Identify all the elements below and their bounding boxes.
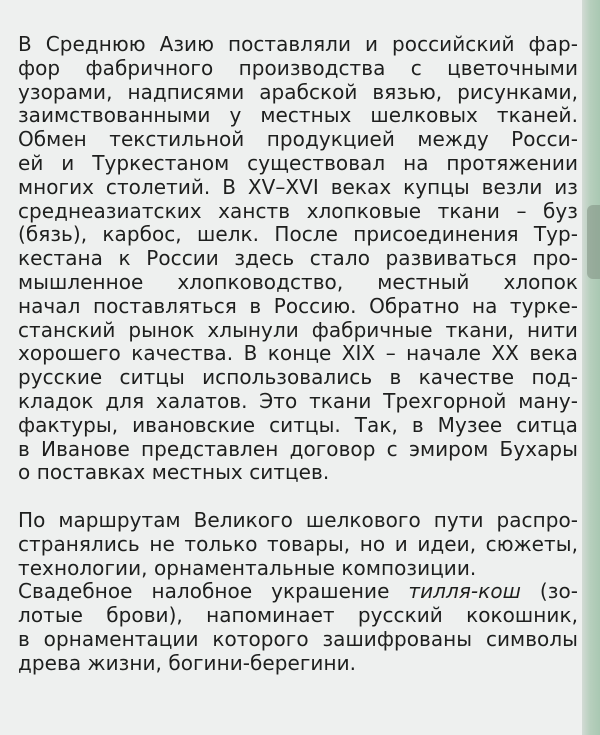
text-line: мышленное хлопководство, местный хлопок bbox=[18, 269, 578, 294]
text-line: в орнаментации которого зашифрованы символы bbox=[18, 626, 578, 651]
text-line-mixed bbox=[18, 580, 578, 604]
text-line: древа жизни, богини-берегини. bbox=[18, 650, 357, 675]
text-line: кладок для халатов. Это ткани Трехгорной ману- bbox=[18, 388, 578, 413]
text-line: хорошего качества. В конце XIX – начале XX века bbox=[18, 341, 578, 366]
text-line: фор фабричного производства с цветочными bbox=[18, 55, 578, 80]
page-edge-strip bbox=[582, 0, 600, 735]
text-line: в Иванове представлен договор с эмиром Бухары bbox=[18, 436, 578, 461]
text-line: ей и Туркестаном существовал на протяжении bbox=[18, 150, 578, 175]
text-line: В Среднюю Азию поставляли и российский фар- bbox=[18, 32, 578, 56]
page-edge-shadow bbox=[587, 205, 600, 279]
text-line: о поставках местных ситцев. bbox=[18, 460, 330, 485]
text-line: По маршрутам Великого шелкового пути распро- bbox=[18, 507, 578, 532]
body-text bbox=[18, 33, 578, 676]
paragraph-1 bbox=[18, 33, 578, 485]
text-line: фактуры, ивановские ситцы. Так, в Музее ситца bbox=[18, 412, 578, 437]
text-line: Обмен текстильной продукцией между Росси- bbox=[18, 127, 578, 152]
text-line: технологии, орнаментальные композиции. bbox=[18, 555, 477, 580]
text-line: русские ситцы использовались в качестве под- bbox=[18, 365, 578, 390]
text-run: (зо- bbox=[520, 579, 578, 604]
text-line: начал поставляться в Россию. Обратно на турке- bbox=[18, 293, 578, 318]
text-line: кестана к России здесь стало развиваться про- bbox=[18, 246, 578, 271]
paragraph-2 bbox=[18, 509, 578, 676]
text-line: (бязь), карбос, шелк. После присоединения Тур- bbox=[18, 222, 578, 247]
paragraph-gap bbox=[18, 485, 578, 509]
text-line: станский рынок хлынули фабричные ткани, нити bbox=[18, 317, 578, 342]
text-line: среднеазиатских ханств хлопковые ткани – буз bbox=[18, 198, 578, 223]
text-line: многих столетий. В XV–XVI веках купцы везли из bbox=[18, 174, 578, 199]
text-run: Свадебное налобное украшение bbox=[18, 579, 409, 604]
text-line: узорами, надписями арабской вязью, рисунками, bbox=[18, 79, 578, 104]
text-line: странялись не только товары, но и идеи, сюжеты, bbox=[18, 531, 578, 556]
text-line: лотые брови), напоминает русский кокошник, bbox=[18, 603, 578, 628]
italic-term: тилля-кош bbox=[408, 579, 521, 604]
text-line: заимствованными у местных шелковых тканей. bbox=[18, 103, 578, 128]
